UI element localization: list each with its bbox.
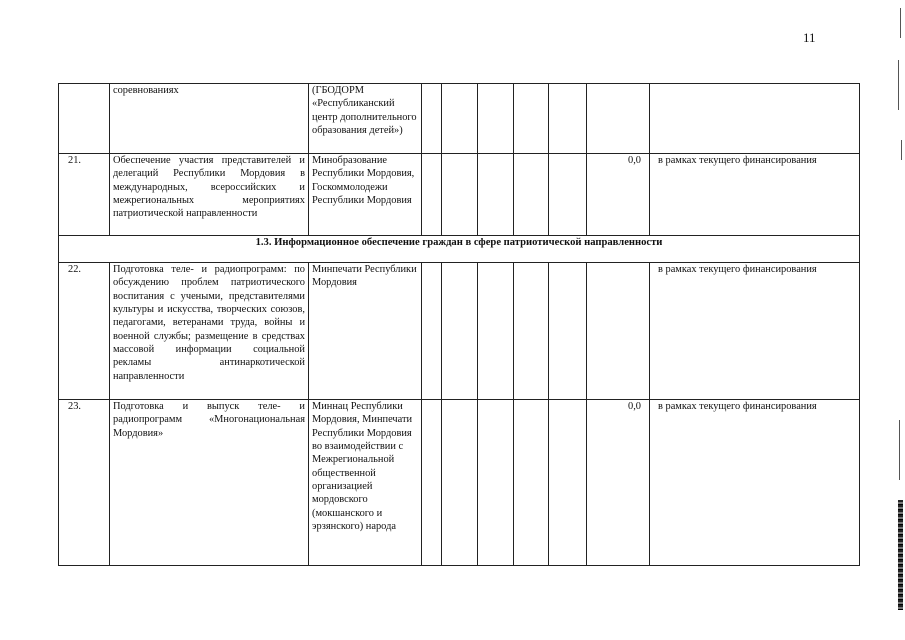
empty-cell — [442, 263, 478, 400]
amount-cell — [587, 263, 650, 400]
activities-table — [58, 83, 860, 566]
empty-cell — [442, 84, 478, 154]
scan-speck — [900, 8, 901, 38]
empty-cell — [549, 154, 587, 236]
row-number — [59, 84, 110, 154]
empty-cell — [478, 400, 514, 566]
amount-cell: 0,0 — [587, 154, 650, 236]
empty-cell — [549, 400, 587, 566]
empty-cell — [478, 154, 514, 236]
empty-cell — [514, 154, 549, 236]
section-title: 1.3. Информационное обеспечение граждан в сфере патриотической направленности — [59, 236, 860, 263]
scan-speck — [901, 140, 902, 160]
empty-cell — [549, 84, 587, 154]
row-number: 21. — [59, 154, 110, 236]
scan-speck — [898, 60, 899, 110]
row-number: 22. — [59, 263, 110, 400]
table-row — [59, 400, 860, 566]
empty-cell — [442, 400, 478, 566]
empty-cell — [442, 154, 478, 236]
table-row — [59, 154, 860, 236]
empty-cell — [422, 154, 442, 236]
scan-edge-artifact — [898, 500, 903, 610]
empty-cell — [422, 263, 442, 400]
empty-cell — [549, 263, 587, 400]
amount-cell — [587, 84, 650, 154]
scan-speck — [899, 420, 900, 480]
table-row — [59, 84, 860, 154]
empty-cell — [422, 84, 442, 154]
event-cell: Обеспечение участия представителей и делегаций Республики Мордовия в международных, всероссийских и межрегиональных мероприятиях патриотической направленности — [110, 154, 309, 236]
funding-cell: в рамках текущего финансирования — [650, 154, 860, 236]
executor-cell: (ГБОДОРМ «Республиканский центр дополнительного образования детей») — [309, 84, 422, 154]
table-row — [59, 263, 860, 400]
executor-cell: Минпечати Республики Мордовия — [309, 263, 422, 400]
event-cell: Подготовка теле- и радиопрограмм: по обсуждению проблем патриотического воспитания с учеными, представителями культуры и искусства, творческих союзов, педагогами, ветеранами труда, войны и военной службы; размещение в средствах массовой информации социальной рекламы антинаркотической направленности — [110, 263, 309, 400]
empty-cell — [514, 263, 549, 400]
event-cell: Подготовка и выпуск теле- и радиопрограмм «Многонациональная Мордовия» — [110, 400, 309, 566]
amount-cell: 0,0 — [587, 400, 650, 566]
funding-cell: в рамках текущего финансирования — [650, 400, 860, 566]
empty-cell — [514, 400, 549, 566]
empty-cell — [514, 84, 549, 154]
empty-cell — [478, 263, 514, 400]
empty-cell — [422, 400, 442, 566]
executor-cell: Миннац Республики Мордовия, Минпечати Республики Мордовия во взаимодействии с Межрегиональной общественной организацией мордовского (мокшанского и эрзянского) народа — [309, 400, 422, 566]
funding-cell — [650, 84, 860, 154]
funding-cell: в рамках текущего финансирования — [650, 263, 860, 400]
section-header-row — [59, 236, 860, 263]
page-number: 11 — [803, 30, 816, 45]
row-number: 23. — [59, 400, 110, 566]
empty-cell — [478, 84, 514, 154]
event-cell: соревнованиях — [110, 84, 309, 154]
executor-cell: Минобразование Республики Мордовия, Госкоммолодежи Республики Мордовия — [309, 154, 422, 236]
